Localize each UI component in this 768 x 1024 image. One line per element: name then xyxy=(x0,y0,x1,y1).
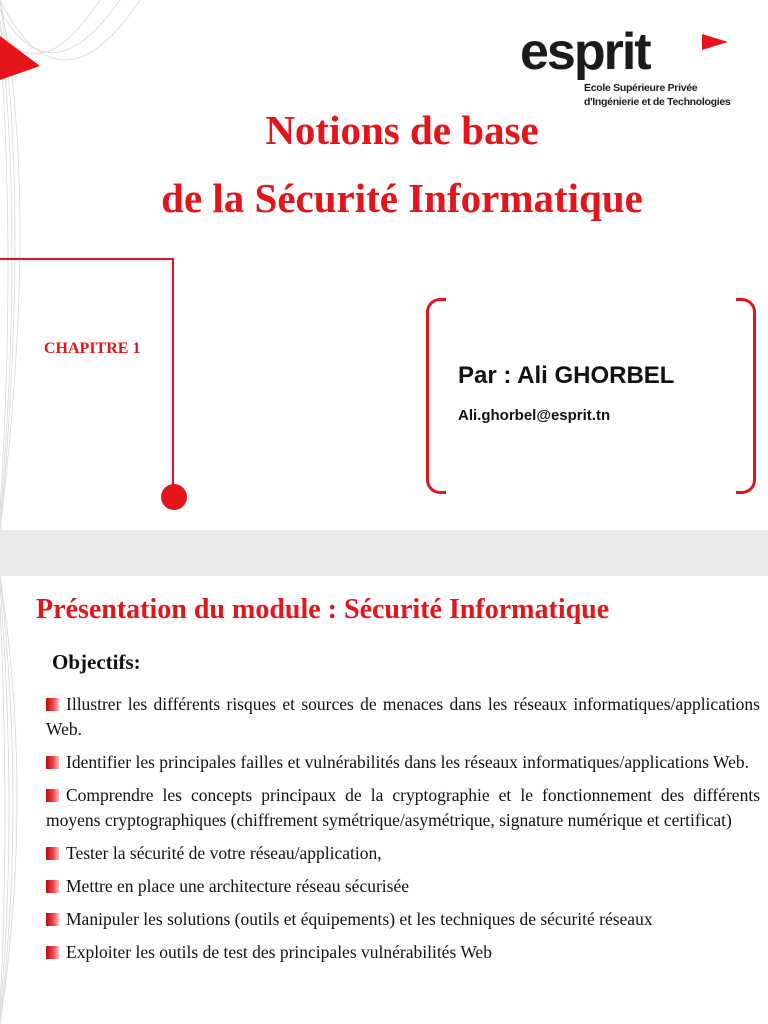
logo-tagline-2: d'Ingénierie et de Technologies xyxy=(584,96,731,108)
decorative-horizontal-line xyxy=(0,258,174,260)
esprit-logo xyxy=(520,24,750,114)
square-bullet-icon xyxy=(46,698,59,711)
square-bullet-icon xyxy=(46,789,59,802)
decorative-curves xyxy=(0,0,140,530)
square-bullet-icon xyxy=(46,913,59,926)
logo-tagline-1: Ecole Supérieure Privée xyxy=(584,82,698,94)
right-bracket xyxy=(736,298,756,494)
list-item xyxy=(46,907,760,932)
objectives-list xyxy=(46,692,760,973)
list-item xyxy=(46,783,760,833)
decorative-dot xyxy=(161,484,187,510)
list-item xyxy=(46,841,760,866)
list-item-text: Tester la sécurité de votre réseau/application, xyxy=(66,843,382,863)
slide-title: Présentation du module : Sécurité Informatique xyxy=(36,594,610,625)
square-bullet-icon xyxy=(46,946,59,959)
square-bullet-icon xyxy=(46,847,59,860)
author-email: Ali.ghorbel@esprit.tn xyxy=(458,407,611,424)
list-item-text: Identifier les principales failles et vulnérabilités dans les réseaux informatiques/applications Web. xyxy=(66,752,749,772)
logo-flag-icon xyxy=(702,34,728,50)
objectives-heading: Objectifs: xyxy=(52,650,141,674)
list-item-text: Mettre en place une architecture réseau sécurisée xyxy=(66,876,409,896)
square-bullet-icon xyxy=(46,756,59,769)
corner-red-wedge xyxy=(0,36,40,80)
chapter-label: CHAPITRE 1 xyxy=(44,340,141,357)
list-item xyxy=(46,692,760,742)
list-item-text: Illustrer les différents risques et sources de menaces dans les réseaux informatiques/applications Web. xyxy=(46,694,760,739)
list-item-text: Comprendre les concepts principaux de la cryptographie et le fonctionnement des différents moyens cryptographiques (chiffrement symétrique/asymétrique, signature numérique et certificat) xyxy=(46,785,760,830)
author-name: Par : Ali GHORBEL xyxy=(458,362,675,389)
decorative-vertical-line xyxy=(172,258,174,494)
list-item-text: Exploiter les outils de test des principales vulnérabilités Web xyxy=(66,942,492,962)
list-item xyxy=(46,940,760,965)
left-bracket xyxy=(426,298,446,494)
square-bullet-icon xyxy=(46,880,59,893)
slide-title-line-1: Notions de base xyxy=(265,107,539,153)
slide-title-line-2: de la Sécurité Informatique xyxy=(161,175,643,221)
logo-wordmark: esprit xyxy=(520,23,650,81)
list-item-text: Manipuler les solutions (outils et équipements) et les techniques de sécurité réseaux xyxy=(66,909,653,929)
list-item xyxy=(46,874,760,899)
module-presentation-slide xyxy=(0,576,768,1024)
list-item xyxy=(46,750,760,775)
